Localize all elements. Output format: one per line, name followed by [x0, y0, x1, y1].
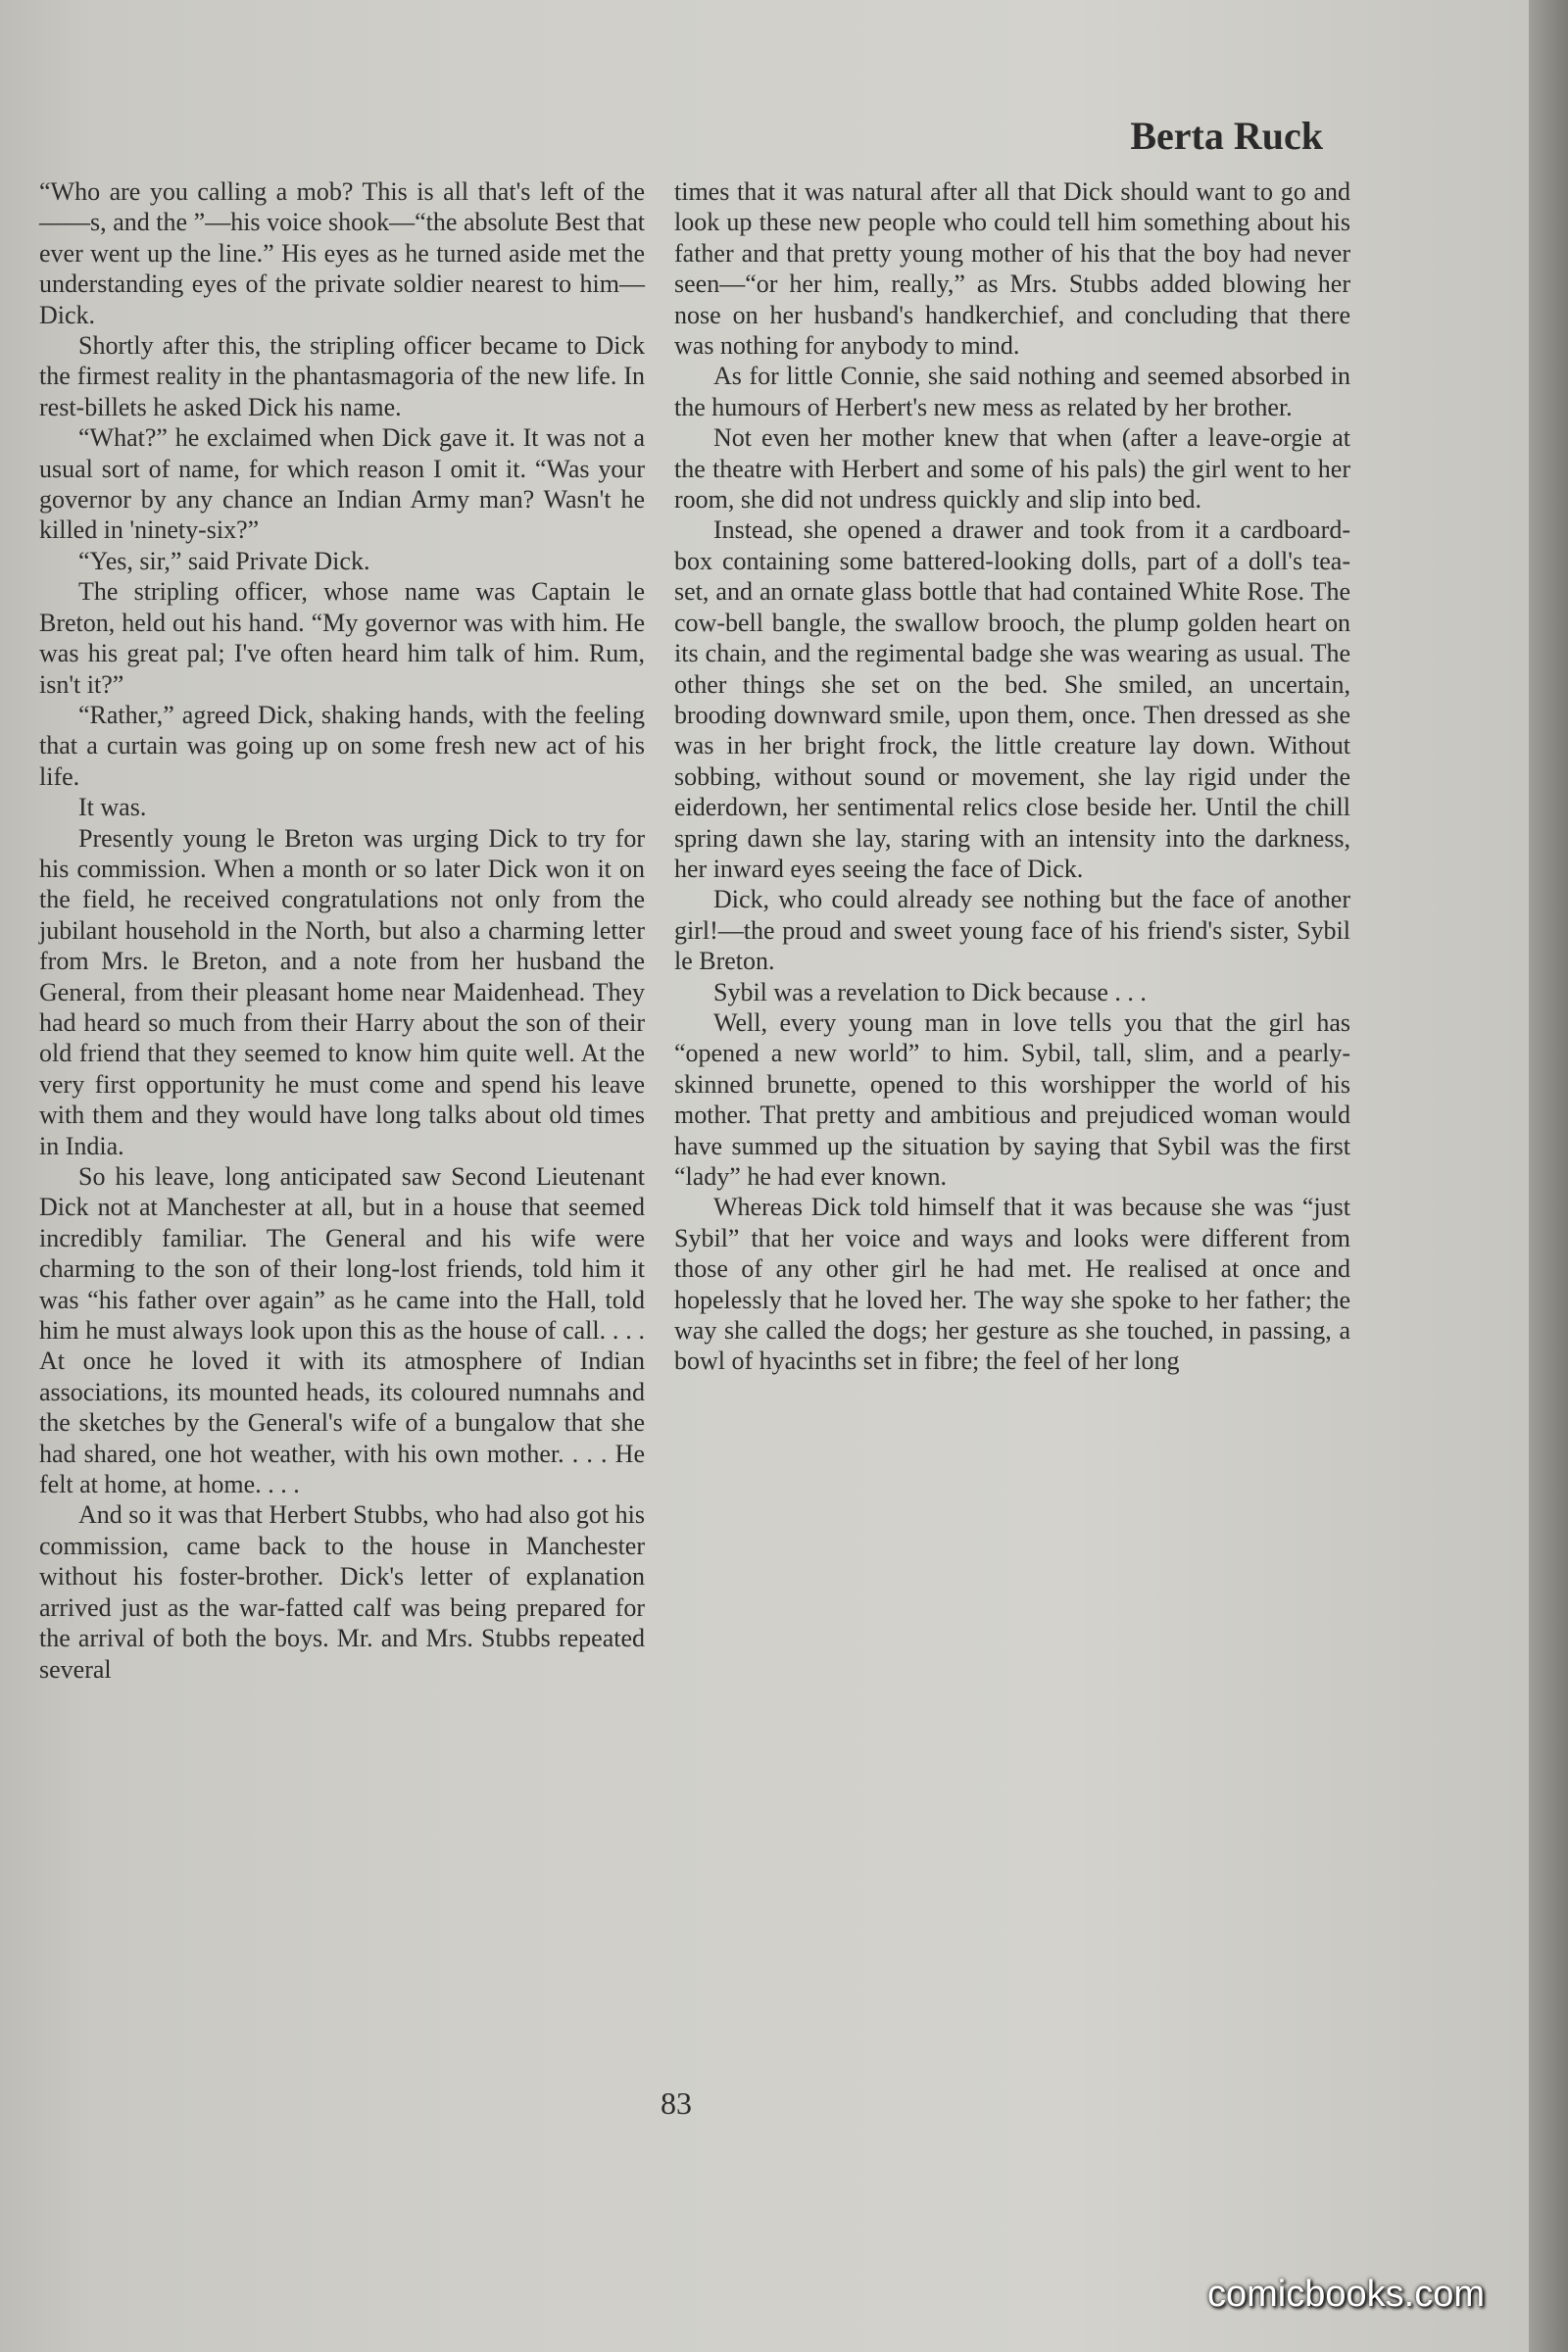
paragraph: The stripling officer, whose name was Captain le Breton, held out his hand. “My governor was with him. He was his great pal; I've often heard him talk of him. Rum, isn't it?”	[39, 577, 645, 699]
page-number: 83	[661, 2085, 692, 2121]
watermark-text: comicbooks.com	[1207, 2274, 1485, 2315]
paragraph: times that it was natural after all that Dick should want to go and look up these new people who could tell him something about his father and that pretty young mother of his that the boy had never seen—“or her him, really,” as Mrs. Stubbs added blowing her nose on her husband's handkerchief, and concluding that there was nothing for anybody to mind.	[674, 177, 1350, 361]
paragraph: “Rather,” agreed Dick, shaking hands, with the feeling that a curtain was going up on some fresh new act of his life.	[39, 700, 645, 791]
paragraph: Presently young le Breton was urging Dick to try for his commission. When a month or so later Dick won it on the field, he received congratulations not only from the jubilant household in the North, but also a charming letter from Mrs. le Breton, and a note from her husband the General, from their pleasant home near Maidenhead. They had heard so much from their Harry about the son of their old friend that they seemed to know him quite well. At the very first opportunity he must come and spend his leave with them and they would have long talks about old times in India.	[39, 823, 645, 1160]
paragraph: It was.	[78, 793, 147, 822]
book-spine	[1529, 0, 1568, 2352]
right-column	[674, 176, 1350, 1377]
paragraph: Dick, who could already see nothing but the face of another girl!—the proud and sweet young face of his friend's sister, Sybil le Breton.	[674, 885, 1350, 976]
paragraph: “Yes, sir,” said Private Dick.	[78, 546, 370, 575]
paragraph: “What?” he exclaimed when Dick gave it. It was not a usual sort of name, for which reason I omit it. “Was your governor by any chance an Indian Army man? Wasn't he killed in 'ninety-six?”	[39, 423, 645, 545]
paragraph: And so it was that Herbert Stubbs, who had also got his commission, came back to the house in Manchester without his foster-brother. Dick's letter of explanation arrived just as the war-fatted calf was being prepared for the arrival of both the boys. Mr. and Mrs. Stubbs repeated several	[39, 1500, 645, 1684]
paragraph: Sybil was a revelation to Dick because . . .	[713, 977, 1147, 1006]
paragraph: Not even her mother knew that when (after a leave-orgie at the theatre with Herbert and some of his pals) the girl went to her room, she did not undress quickly and slip into bed.	[674, 423, 1350, 514]
paragraph: Whereas Dick told himself that it was because she was “just Sybil” that her voice and ways and looks were different from those of any other girl he had met. He realised at once and hopelessly that he loved her. The way she spoke to her father; the way she called the dogs; her gesture as she touched, in passing, a bowl of hyacinths set in fibre; the feel of her long	[674, 1193, 1350, 1376]
running-header-author: Berta Ruck	[1130, 114, 1323, 158]
paragraph: As for little Connie, she said nothing and seemed absorbed in the humours of Herbert's new mess as related by her brother.	[674, 362, 1350, 421]
paragraph: So his leave, long anticipated saw Second Lieutenant Dick not at Manchester at all, but in a house that seemed incredibly familiar. The General and his wife were charming to the son of their long-lost friends, told him it was “his father over again” as he came into the Hall, told him he must always look upon this as the house of call. . . . At once he loved it with its atmosphere of Indian associations, its mounted heads, its coloured numnahs and the sketches by the General's wife of a bungalow that she had shared, one hot weather, with his own mother. . . . He felt at home, at home. . . .	[39, 1162, 645, 1499]
paragraph: Shortly after this, the stripling officer became to Dick the firmest reality in the phantasmagoria of the new life. In rest-billets he asked Dick his name.	[39, 331, 645, 421]
left-column	[39, 176, 645, 1685]
paragraph: “Who are you calling a mob? This is all that's left of the ——s, and the ”—his voice shook—“the absolute Best that ever went up the line.” His eyes as he turned aside met the understanding eyes of the private soldier nearest to him—Dick.	[39, 177, 645, 329]
paragraph: Instead, she opened a drawer and took from it a cardboard-box containing some battered-looking dolls, part of a doll's tea-set, and an ornate glass bottle that had contained White Rose. The cow-bell bangle, the swallow brooch, the plump golden heart on its chain, and the regimental badge she was wearing as usual. The other things she set on the bed. She smiled, an uncertain, brooding downward smile, upon them, once. Then dressed as she was in her bright frock, the little creature lay down. Without sobbing, without sound or movement, she lay rigid under the eiderdown, her sentimental relics close beside her. Until the chill spring dawn she lay, staring with an intensity into the darkness, her inward eyes seeing the face of Dick.	[674, 515, 1350, 883]
paragraph: Well, every young man in love tells you that the girl has “opened a new world” to him. Sybil, tall, slim, and a pearly-skinned brunette, opened to this worshipper the world of his mother. That pretty and ambitious and prejudiced woman would have summed up the situation by saying that Sybil was the first “lady” he had ever known.	[674, 1007, 1350, 1191]
